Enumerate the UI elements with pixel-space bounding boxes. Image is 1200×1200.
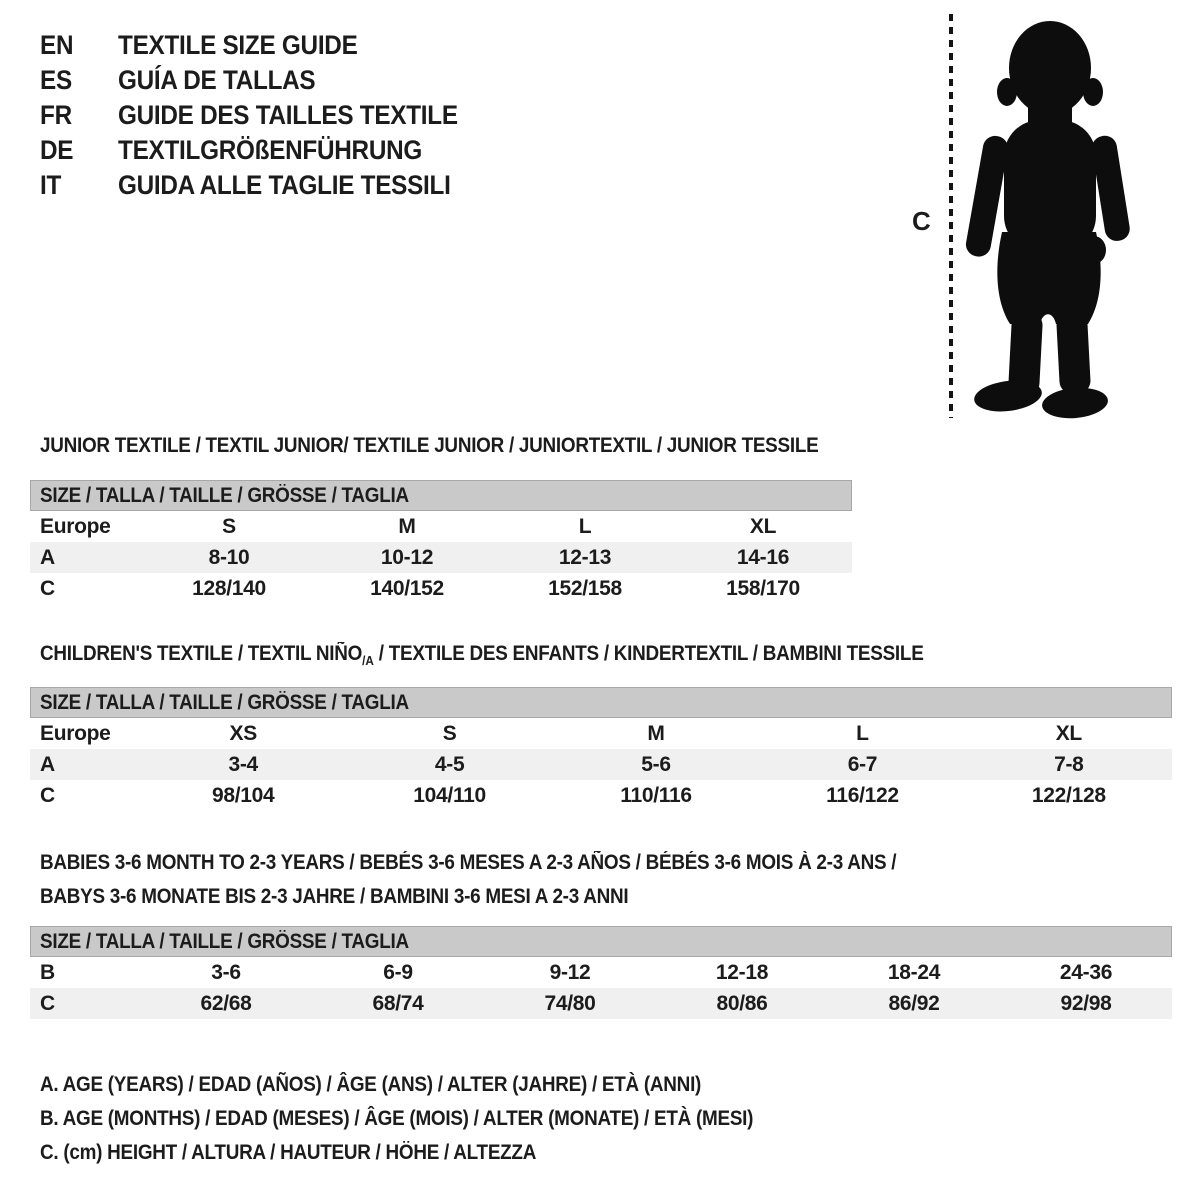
- height-cell: 92/98: [1060, 991, 1112, 1015]
- children-size-table: [30, 687, 1172, 811]
- size-header-bar: [30, 687, 1172, 718]
- language-title: TEXTILE SIZE GUIDE: [118, 30, 358, 60]
- age-cell: 3-4: [228, 752, 258, 776]
- size-cell: M: [647, 721, 665, 745]
- language-code: FR: [40, 100, 72, 130]
- footnote-c-text: C. (cm) HEIGHT / ALTURA / HAUTEUR / HÖHE / ALTEZZA: [40, 1141, 537, 1164]
- children-heading-post: / TEXTILE DES ENFANTS / KINDERTEXTIL / BAMBINI TESSILE: [373, 642, 924, 665]
- size-cell: XL: [749, 514, 777, 538]
- table-row: [30, 988, 1172, 1019]
- table-row: [30, 749, 1172, 780]
- language-title: TEXTILGRÖßENFÜHRUNG: [118, 135, 423, 165]
- height-cell: 122/128: [1031, 783, 1106, 807]
- legend-row-fr: [40, 98, 496, 133]
- height-cell: 110/116: [620, 783, 692, 807]
- size-cell: S: [442, 721, 457, 745]
- age-cell: 24-36: [1059, 960, 1113, 984]
- size-header-bar: [30, 480, 852, 511]
- row-label: A: [40, 545, 55, 569]
- height-cell: 74/80: [544, 991, 596, 1015]
- size-cell: M: [398, 514, 416, 538]
- junior-heading-text: JUNIOR TEXTILE / TEXTIL JUNIOR/ TEXTILE JUNIOR / JUNIORTEXTIL / JUNIOR TESSILE: [40, 434, 819, 457]
- age-cell: 3-6: [211, 960, 241, 984]
- language-title: GUIDA ALLE TAGLIE TESSILI: [118, 170, 451, 200]
- row-label: C: [40, 576, 55, 600]
- children-heading-subscript: /A: [362, 653, 374, 668]
- legend-row-es: [40, 63, 496, 98]
- row-label: B: [40, 960, 55, 984]
- age-cell: 10-12: [380, 545, 434, 569]
- language-legend: [40, 28, 496, 203]
- age-cell: 14-16: [736, 545, 790, 569]
- age-cell: 7-8: [1054, 752, 1084, 776]
- babies-section-heading: [40, 846, 991, 914]
- height-cell: 158/170: [726, 576, 800, 600]
- size-cell: L: [856, 721, 869, 745]
- height-cell: 128/140: [192, 576, 266, 600]
- age-cell: 6-9: [383, 960, 413, 984]
- legend-row-it: [40, 168, 496, 203]
- height-cell: 140/152: [370, 576, 444, 600]
- language-code: ES: [40, 65, 72, 95]
- age-cell: 6-7: [847, 752, 878, 776]
- size-cell: L: [578, 514, 592, 538]
- babies-size-table: [30, 926, 1172, 1019]
- age-cell: 18-24: [887, 960, 941, 984]
- children-section-heading: [40, 642, 1022, 668]
- height-cell: 86/92: [888, 991, 940, 1015]
- table-row: [30, 780, 1172, 811]
- age-cell: 5-6: [641, 752, 671, 776]
- language-code: DE: [40, 135, 74, 165]
- footnote-c: [40, 1136, 832, 1170]
- language-title: GUIDE DES TAILLES TEXTILE: [118, 100, 458, 130]
- size-cell: S: [222, 514, 236, 538]
- height-cell: 98/104: [211, 783, 275, 807]
- language-code: EN: [40, 30, 74, 60]
- children-heading-pre: CHILDREN'S TEXTILE / TEXTIL NIÑO: [40, 642, 363, 665]
- children-heading-text: [40, 642, 924, 668]
- legend-row-de: [40, 133, 496, 168]
- row-label: Europe: [40, 721, 111, 745]
- size-header-text: SIZE / TALLA / TAILLE / GRÖSSE / TAGLIA: [40, 690, 409, 714]
- height-measure-label: C: [912, 206, 931, 236]
- table-row: [30, 511, 852, 542]
- toddler-silhouette-icon: [958, 12, 1142, 420]
- height-cell: 62/68: [200, 991, 252, 1015]
- row-label: C: [40, 783, 55, 807]
- row-label: A: [40, 752, 55, 776]
- size-cell: XS: [229, 721, 257, 745]
- height-cell: 116/122: [826, 783, 899, 807]
- age-cell: 4-5: [434, 752, 465, 776]
- language-code: IT: [40, 170, 62, 200]
- height-cell: 68/74: [372, 991, 424, 1015]
- junior-section-heading: [40, 434, 905, 458]
- junior-size-table: [30, 480, 852, 604]
- table-row: [30, 573, 852, 604]
- height-cell: 152/158: [548, 576, 622, 600]
- height-cell: 80/86: [716, 991, 768, 1015]
- table-row: [30, 957, 1172, 988]
- size-header-text: SIZE / TALLA / TAILLE / GRÖSSE / TAGLIA: [40, 483, 409, 507]
- footnote-b: [40, 1102, 832, 1136]
- height-cell: 104/110: [413, 783, 486, 807]
- babies-heading-line1: BABIES 3-6 MONTH TO 2-3 YEARS / BEBÉS 3-6 MESES A 2-3 AÑOS / BÉBÉS 3-6 MOIS À 2-3 ANS /: [40, 851, 897, 874]
- footnote-a: [40, 1068, 832, 1102]
- row-label: C: [40, 991, 55, 1015]
- size-cell: XL: [1055, 721, 1082, 745]
- table-row: [30, 542, 852, 573]
- age-cell: 12-18: [715, 960, 769, 984]
- row-label: Europe: [40, 514, 111, 538]
- footnote-b-text: B. AGE (MONTHS) / EDAD (MESES) / ÂGE (MOIS) / ALTER (MONATE) / ETÀ (MESI): [40, 1107, 754, 1130]
- legend-row-en: [40, 28, 496, 63]
- size-header-text: SIZE / TALLA / TAILLE / GRÖSSE / TAGLIA: [40, 929, 409, 953]
- table-row: [30, 718, 1172, 749]
- babies-heading-line2: BABYS 3-6 MONATE BIS 2-3 JAHRE / BAMBINI 3-6 MESI A 2-3 ANNI: [40, 885, 629, 908]
- size-header-bar: [30, 926, 1172, 957]
- age-cell: 8-10: [208, 545, 250, 569]
- age-cell: 9-12: [549, 960, 591, 984]
- language-title: GUÍA DE TALLAS: [118, 65, 316, 95]
- measurement-key: [40, 1068, 832, 1170]
- height-measure-dashed-line: [949, 14, 953, 418]
- age-cell: 12-13: [558, 545, 612, 569]
- footnote-a-text: A. AGE (YEARS) / EDAD (AÑOS) / ÂGE (ANS) / ALTER (JAHRE) / ETÀ (ANNI): [40, 1073, 702, 1096]
